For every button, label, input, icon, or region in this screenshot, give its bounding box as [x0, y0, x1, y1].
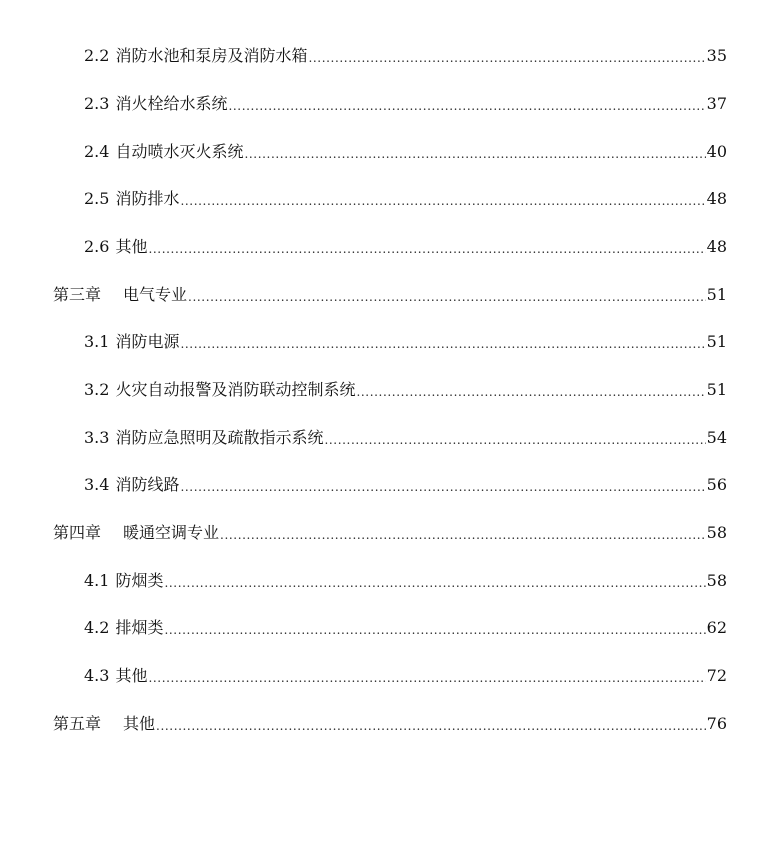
dot-leader: [180, 336, 705, 352]
entry-number: 2.2: [84, 46, 110, 65]
toc-entry-2-5[interactable]: [84, 185, 727, 209]
toc-entry-chapter-3[interactable]: [53, 281, 727, 305]
chapter-number: 第四章: [53, 523, 102, 542]
entry-number: 3.3: [84, 428, 110, 447]
toc-entry-4-3[interactable]: [84, 662, 727, 686]
page-number: 72: [706, 666, 727, 685]
entry-number: 4.3: [84, 666, 110, 685]
entry-title: 其他: [115, 237, 148, 256]
entry-title: 消防水池和泵房及消防水箱: [115, 46, 308, 65]
entry-number: 2.5: [84, 189, 110, 208]
dot-leader: [220, 527, 706, 543]
entry-title: 消火栓给水系统: [115, 94, 228, 113]
dot-leader: [164, 622, 705, 638]
page-number: 58: [706, 523, 727, 542]
entry-title: 火灾自动报警及消防联动控制系统: [115, 380, 356, 399]
toc-entry-3-1[interactable]: [84, 328, 727, 352]
entry-number: 4.2: [84, 618, 110, 637]
dot-leader: [180, 479, 705, 495]
entry-title: 消防线路: [115, 475, 180, 494]
chapter-title: 暖通空调专业: [123, 523, 220, 542]
entry-title: 消防电源: [115, 332, 180, 351]
toc-entry-2-2[interactable]: [84, 42, 727, 66]
entry-number: 2.6: [84, 237, 110, 256]
toc-entry-3-3[interactable]: [84, 424, 727, 448]
dot-leader: [148, 241, 705, 257]
page-number: 51: [706, 380, 727, 399]
dot-leader: [156, 718, 706, 734]
page-number: 40: [706, 142, 727, 161]
entry-title: 消防排水: [115, 189, 180, 208]
entry-title: 排烟类: [115, 618, 164, 637]
dot-leader: [244, 146, 705, 162]
dot-leader: [228, 98, 705, 114]
toc-entry-4-1[interactable]: [84, 567, 727, 591]
toc-entry-2-4[interactable]: [84, 138, 727, 162]
page-number: 54: [706, 428, 727, 447]
page-number: 51: [706, 332, 727, 351]
page-number: 62: [706, 618, 727, 637]
toc-entry-3-4[interactable]: [84, 471, 727, 495]
dot-leader: [356, 384, 705, 400]
entry-title: 消防应急照明及疏散指示系统: [115, 428, 324, 447]
toc-entry-2-6[interactable]: [84, 233, 727, 257]
entry-title: 防烟类: [115, 571, 164, 590]
chapter-title: 电气专业: [123, 285, 188, 304]
entry-number: 3.1: [84, 332, 110, 351]
entry-title: 其他: [115, 666, 148, 685]
page-number: 58: [706, 571, 727, 590]
page-number: 48: [706, 189, 727, 208]
toc-entry-chapter-4[interactable]: [53, 519, 727, 543]
page-number: 48: [706, 237, 727, 256]
page-number: 76: [706, 714, 727, 733]
page-number: 51: [706, 285, 727, 304]
page-number: 56: [706, 475, 727, 494]
toc-entry-2-3[interactable]: [84, 90, 727, 114]
dot-leader: [308, 50, 705, 66]
dot-leader: [324, 432, 705, 448]
chapter-number: 第三章: [53, 285, 102, 304]
dot-leader: [188, 289, 706, 305]
toc-entry-3-2[interactable]: [84, 376, 727, 400]
toc-entry-4-2[interactable]: [84, 614, 727, 638]
chapter-title: 其他: [123, 714, 156, 733]
toc-entry-chapter-5[interactable]: [53, 710, 727, 734]
entry-number: 3.2: [84, 380, 110, 399]
dot-leader: [164, 575, 705, 591]
entry-number: 4.1: [84, 571, 110, 590]
chapter-number: 第五章: [53, 714, 102, 733]
entry-title: 自动喷水灭火系统: [115, 142, 244, 161]
dot-leader: [180, 193, 705, 209]
entry-number: 2.4: [84, 142, 110, 161]
entry-number: 2.3: [84, 94, 110, 113]
entry-number: 3.4: [84, 475, 110, 494]
page-number: 37: [706, 94, 727, 113]
dot-leader: [148, 670, 705, 686]
page-number: 35: [706, 46, 727, 65]
